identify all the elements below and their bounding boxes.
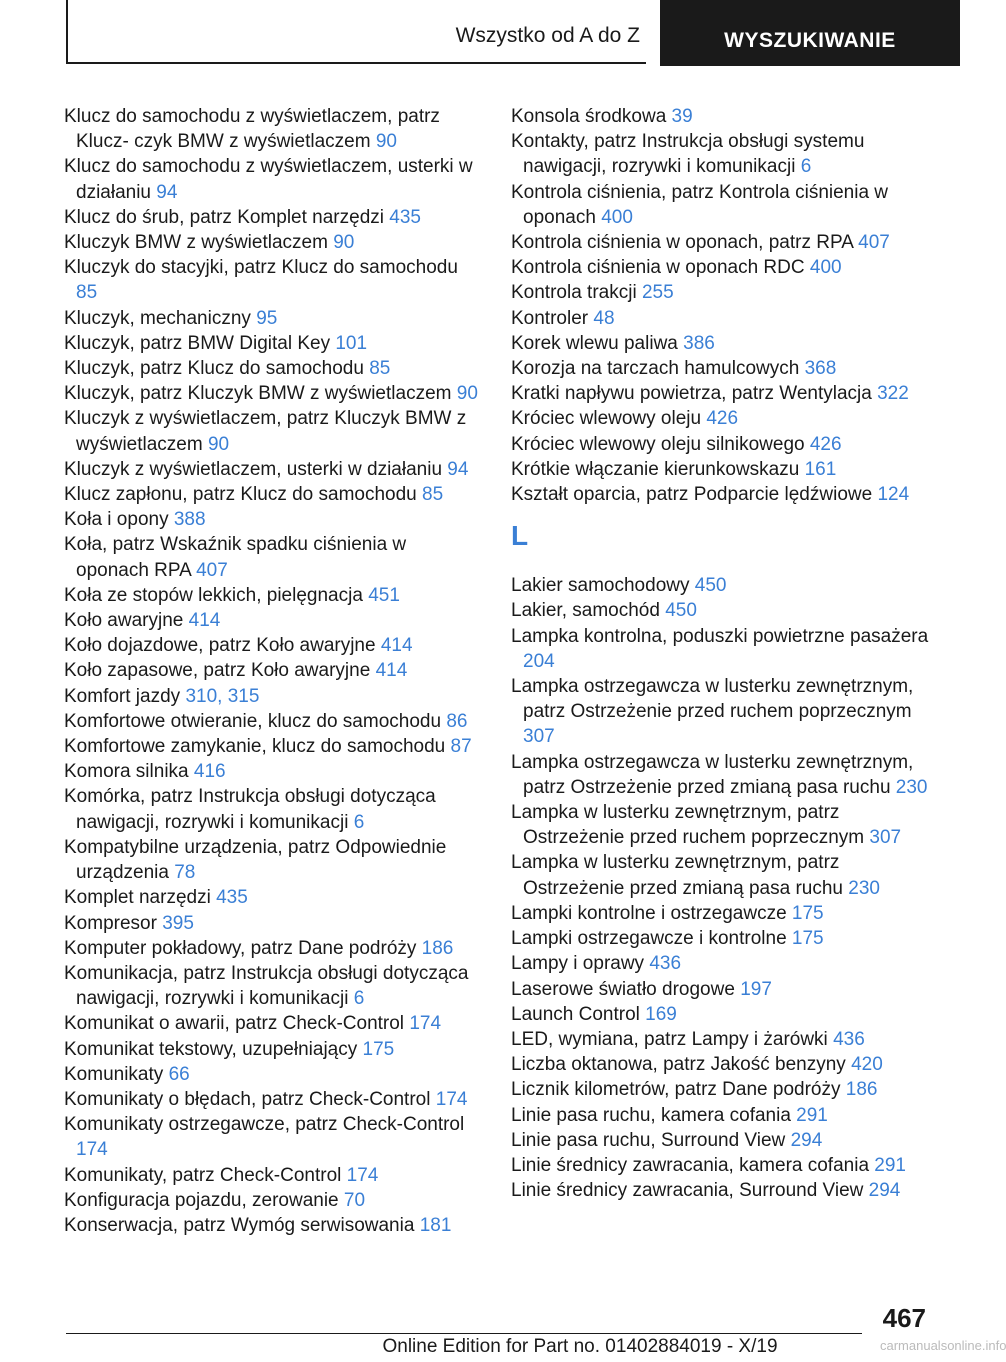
index-entry-text: Koła, patrz Wskaźnik spadku ciśnienia w oponach RPA <box>64 534 407 581</box>
index-entry <box>64 205 484 230</box>
index-entry <box>64 507 484 532</box>
page-link[interactable]: 307 <box>523 726 555 748</box>
footer-edition: Online Edition for Part no. 01402884019 - X/19 <box>382 1336 778 1357</box>
page-link[interactable]: 94 <box>447 458 469 480</box>
index-entry-text: Linie średnicy zawracania, kamera cofania <box>511 1154 870 1176</box>
page-link[interactable]: 414 <box>380 635 413 657</box>
index-entry <box>64 457 484 482</box>
page-link[interactable]: 407 <box>196 559 228 581</box>
page-link[interactable]: 161 <box>804 458 837 480</box>
index-entry <box>64 230 484 255</box>
index-entry <box>64 154 484 204</box>
index-entry-text: Konsola środkowa <box>511 106 667 127</box>
page-link[interactable]: 197 <box>740 978 772 1000</box>
index-entry <box>64 583 484 608</box>
index-entry <box>64 406 484 456</box>
index-entry-text: Kluczyk z wyświetlaczem, patrz Kluczyk BMW z wyświetlaczem <box>64 408 467 455</box>
page-link[interactable]: 368 <box>804 358 837 380</box>
index-entry-text: Kompatybilne urządzenia, patrz Odpowiednie urządzenia <box>64 836 447 884</box>
index-entry <box>511 432 931 457</box>
index-entry <box>511 598 931 623</box>
index-entry <box>64 835 484 885</box>
index-entry-text: Kluczyk z wyświetlaczem, usterki w działaniu <box>64 458 443 480</box>
page-link[interactable]: 414 <box>188 610 221 632</box>
page-link[interactable]: 388 <box>173 509 206 531</box>
page-link[interactable]: 174 <box>346 1164 379 1186</box>
page-link[interactable]: 78 <box>174 862 196 884</box>
index-entry <box>511 180 931 230</box>
page-link[interactable]: 87 <box>450 736 472 758</box>
page-link[interactable]: 435 <box>216 887 248 909</box>
index-entry <box>64 734 484 759</box>
index-entry <box>511 331 931 356</box>
index-entry-text: Komunikaty <box>64 1063 164 1085</box>
page-link[interactable]: 175 <box>791 902 824 924</box>
index-entry <box>511 280 931 305</box>
index-entry-text: Koło awaryjne <box>64 610 184 632</box>
index-entry <box>64 1037 484 1062</box>
page-link[interactable]: 186 <box>421 937 454 959</box>
page-link[interactable]: 6 <box>353 811 365 833</box>
page-link[interactable]: 255 <box>641 282 674 304</box>
index-entry-text: Komunikaty, patrz Check-Control <box>64 1164 342 1186</box>
index-entry-text: Komfortowe zamykanie, klucz do samochodu <box>64 736 446 758</box>
page-link[interactable]: 450 <box>694 575 727 597</box>
page-link[interactable]: 386 <box>683 332 715 354</box>
page-link[interactable]: 451 <box>368 584 400 606</box>
index-entry-text: Koło dojazdowe, patrz Koło awaryjne <box>64 635 376 657</box>
index-entry-text: Komórka, patrz Instrukcja obsługi dotycząca nawigacji, rozrywki i komunikacji <box>64 786 436 833</box>
index-entry <box>64 1163 484 1188</box>
page-link[interactable]: 230 <box>895 776 928 798</box>
page-link[interactable]: 450 <box>665 600 697 622</box>
page-header <box>0 0 960 66</box>
index-group-l <box>511 573 931 1203</box>
index-entry <box>64 306 484 331</box>
index-entry-text: Koła i opony <box>64 509 169 531</box>
index-entry-text: Kluczyk do stacyjki, patrz Klucz do samochodu <box>64 257 458 279</box>
page-link[interactable]: 294 <box>868 1180 901 1202</box>
index-entry-text: Kontroler <box>511 307 589 329</box>
page-link[interactable]: 414 <box>375 660 408 682</box>
index-entry-text: Lakier, samochód <box>511 600 660 622</box>
index-entry-text: Komunikaty o błędach, patrz Check-Control <box>64 1088 431 1110</box>
index-entry <box>511 129 931 179</box>
index-entry <box>64 532 484 582</box>
index-entry <box>511 1128 931 1153</box>
index-entry <box>64 633 484 658</box>
index-entry-text: Kontrola ciśnienia w oponach, patrz RPA <box>511 232 853 254</box>
index-entry-text: Komora silnika <box>64 761 189 783</box>
index-entry <box>64 911 484 936</box>
page-link[interactable]: 407 <box>858 232 890 254</box>
index-entry <box>64 356 484 381</box>
page-link[interactable]: 436 <box>649 953 682 975</box>
index-entry <box>511 1103 931 1128</box>
index-entry-text: Laserowe światło drogowe <box>511 978 735 1000</box>
index-entry-text: Klucz do samochodu z wyświetlaczem, patrz Klucz <box>64 106 440 153</box>
index-entry-text: Linie średnicy zawracania, Surround View <box>511 1180 864 1202</box>
index-entry-text: Kratki napływu powietrza, patrz Wentylacja <box>511 383 872 405</box>
index-entry-text: Krótkie włączanie kierunkowskazu <box>511 458 800 480</box>
index-entry-text: Lampki kontrolne i ostrzegawcze <box>511 902 787 924</box>
index-entry: Klucz do samochodu z wyświetlaczem, patrz Klucz- czyk BMW z wyświetlaczem 90 <box>64 106 440 153</box>
index-entry <box>64 885 484 910</box>
index-entry-text: Kompresor <box>64 912 157 934</box>
index-entry-text: Kształt oparcia, patrz Podparcie lędźwiowe <box>511 484 873 506</box>
page-link[interactable]: 294 <box>790 1129 823 1151</box>
page-number: 467 <box>882 1303 926 1333</box>
index-entry <box>64 684 484 709</box>
index-entry-text: Linie pasa ruchu, Surround View <box>511 1129 786 1151</box>
header-tab-search[interactable]: WYSZUKIWANIE <box>660 0 960 66</box>
page-link[interactable]: 230 <box>848 877 880 899</box>
page-link[interactable]: 90 <box>333 232 355 254</box>
index-entry <box>511 573 931 598</box>
index-entry <box>64 759 484 784</box>
page-link[interactable]: 175 <box>791 928 824 950</box>
page-link[interactable]: 307 <box>869 827 902 849</box>
page-link[interactable]: 90 <box>456 383 478 405</box>
index-entry-text: Komunikat o awarii, patrz Check-Control <box>64 1013 405 1035</box>
page-link[interactable]: 435 <box>389 206 421 228</box>
page-link[interactable]: 436 <box>833 1028 865 1050</box>
index-entry-text: Kontakty, patrz Instrukcja obsługi systemu nawigacji, rozrywki i komunikacji <box>511 131 865 178</box>
index-entry-text: Lampy i oprawy <box>511 953 645 975</box>
index-entry <box>64 1011 484 1036</box>
page-link[interactable]: 6 <box>800 156 812 178</box>
page-link[interactable]: 420 <box>851 1054 883 1076</box>
index-entry-text: Korek wlewu paliwa <box>511 332 678 354</box>
index-entry <box>511 381 931 406</box>
index-entry <box>511 1052 931 1077</box>
index-entry <box>511 624 931 674</box>
index-column-right <box>511 104 931 1203</box>
index-entry-text: Komunikaty ostrzegawcze, patrz Check-Control <box>64 1114 465 1136</box>
page-link[interactable]: 310, 315 <box>185 685 260 707</box>
page-link[interactable]: 124 <box>877 484 910 506</box>
page-link[interactable]: 426 <box>706 408 739 430</box>
index-entry-text: Kontrola ciśnienia, patrz Kontrola ciśnienia w oponach <box>511 181 889 228</box>
page-link[interactable]: 48 <box>593 307 615 329</box>
page-link[interactable]: 70 <box>343 1189 366 1211</box>
index-entry <box>511 901 931 926</box>
page-link[interactable]: 174 <box>409 1013 442 1035</box>
index-entry-text: LED, wymiana, patrz Lampy i żarówki <box>511 1028 828 1050</box>
page-link[interactable]: 416 <box>193 761 226 783</box>
index-entry-text: Kontrola ciśnienia w oponach RDC <box>511 257 805 279</box>
index-entry-text: Koła ze stopów lekkich, pielęgnacja <box>64 584 363 606</box>
index-entry-text: Koło zapasowe, patrz Koło awaryjne <box>64 660 371 682</box>
page-link[interactable]: 85 <box>422 484 444 506</box>
index-entry-text: Króciec wlewowy oleju silnikowego <box>511 433 805 455</box>
header-divider-vertical <box>66 0 68 64</box>
page-link[interactable]: 400 <box>601 206 633 228</box>
section-letter: L <box>511 520 529 552</box>
index-entry-text: Kluczyk BMW z wyświetlaczem <box>64 232 328 254</box>
page-link[interactable]: 90 <box>207 433 230 455</box>
page-link[interactable]: 95 <box>256 307 278 329</box>
index-entry <box>511 255 931 280</box>
index-entry <box>64 1062 484 1087</box>
index-entry <box>511 951 931 976</box>
index-entry-text: Konfiguracja pojazdu, zerowanie <box>64 1189 339 1211</box>
index-entry <box>64 936 484 961</box>
page-link[interactable]: 90 <box>375 131 397 153</box>
index-entry <box>511 800 931 850</box>
index-entry-text: Kluczyk, patrz Kluczyk BMW z wyświetlaczem <box>64 383 452 405</box>
index-entry <box>511 1027 931 1052</box>
index-entry <box>64 1188 484 1213</box>
index-entry-text: Korozja na tarczach hamulcowych <box>511 358 800 380</box>
index-entry-text: Klucz zapłonu, patrz Klucz do samochodu <box>64 484 417 506</box>
index-entry <box>64 709 484 734</box>
index-entry-text: Komputer pokładowy, patrz Dane podróży <box>64 937 417 959</box>
footer-divider <box>66 1333 862 1334</box>
page-link[interactable]: 94 <box>156 181 178 203</box>
page-link[interactable]: 400 <box>809 257 842 279</box>
page-link[interactable]: 174 <box>76 1139 108 1161</box>
index-entry-text: Lampka ostrzegawcza w lusterku zewnętrznym, patrz Ostrzeżenie przed zmianą pasa ruchu <box>511 751 914 798</box>
index-entry-text: Komfort jazdy <box>64 685 181 707</box>
index-entry-text: Lampka w lusterku zewnętrznym, patrz Ostrzeżenie przed ruchem poprzecznym <box>511 802 865 849</box>
page-link[interactable]: 174 <box>435 1088 468 1110</box>
index-entry <box>511 306 931 331</box>
page-link[interactable]: 395 <box>162 912 194 934</box>
index-entry-text: Klucz do samochodu z wyświetlaczem, usterki w działaniu <box>64 156 473 203</box>
index-entry <box>511 850 931 900</box>
page-link[interactable]: 322 <box>877 383 909 405</box>
index-entry-text: Lampki ostrzegawcze i kontrolne <box>511 928 787 950</box>
page-link[interactable]: 85 <box>369 358 391 380</box>
index-entry-text: Lampka kontrolna, poduszki powietrzne pasażera <box>511 625 929 647</box>
index-entry <box>511 1153 931 1178</box>
page-link[interactable]: 204 <box>523 650 555 672</box>
index-entry <box>511 482 931 507</box>
index-entry <box>64 1112 484 1162</box>
page-link[interactable]: 169 <box>645 1003 677 1025</box>
header-divider-horizontal <box>66 62 646 64</box>
page-link[interactable]: 426 <box>809 433 842 455</box>
index-entry-text: Lampka ostrzegawcza w lusterku zewnętrznym, patrz Ostrzeżenie przed ruchem poprzecznym <box>511 676 914 723</box>
page-link[interactable]: 175 <box>362 1038 395 1060</box>
index-entry <box>511 1002 931 1027</box>
index-entry-text: Liczba oktanowa, patrz Jakość benzyny <box>511 1054 846 1076</box>
index-entry-text: czyk BMW z wyświetlaczem <box>134 131 371 153</box>
header-tab-a-to-z[interactable]: Wszystko od A do Z <box>455 24 640 47</box>
index-entry-text: Króciec wlewowy oleju <box>511 408 702 430</box>
index-entry <box>511 926 931 951</box>
page-link[interactable]: 181 <box>419 1214 452 1236</box>
index-entry-text: Launch Control <box>511 1003 640 1025</box>
index-entry-text: Komfortowe otwieranie, klucz do samochodu <box>64 710 442 732</box>
index-entry-text: Licznik kilometrów, patrz Dane podróży <box>511 1079 841 1101</box>
index-entry <box>64 381 484 406</box>
index-entry-text: Komplet narzędzi <box>64 887 211 909</box>
page-link[interactable]: 85 <box>76 282 98 304</box>
page-link[interactable]: 39 <box>671 106 693 127</box>
index-entry <box>64 608 484 633</box>
page-link[interactable]: 291 <box>796 1104 828 1126</box>
index-entry-text: Lampka w lusterku zewnętrznym, patrz Ostrzeżenie przed zmianą pasa ruchu <box>511 852 843 899</box>
page-link[interactable]: 291 <box>874 1154 906 1176</box>
index-entry <box>64 658 484 683</box>
index-group-k <box>511 104 931 507</box>
index-entry <box>64 331 484 356</box>
index-column-left <box>64 104 484 1238</box>
page-link[interactable]: 101 <box>335 332 368 354</box>
index-entry <box>511 406 931 431</box>
index-entry <box>64 255 484 305</box>
index-entry-text: Komunikacja, patrz Instrukcja obsługi dotycząca nawigacji, rozrywki i komunikacji <box>64 962 469 1010</box>
page-link[interactable]: 186 <box>845 1079 878 1101</box>
index-entry-text: Linie pasa ruchu, kamera cofania <box>511 1104 791 1126</box>
index-entry-text: Kluczyk, patrz BMW Digital Key <box>64 332 331 354</box>
index-entry <box>511 1178 931 1203</box>
index-entry <box>511 457 931 482</box>
index-entry <box>511 230 931 255</box>
index-entry <box>511 674 931 750</box>
index-entry <box>64 1213 484 1238</box>
index-entry <box>64 482 484 507</box>
index-entry <box>511 104 931 129</box>
index-entry-text: Klucz do śrub, patrz Komplet narzędzi <box>64 206 384 228</box>
index-entry <box>64 784 484 834</box>
index-entry <box>64 961 484 1011</box>
index-entry-text: Komunikat tekstowy, uzupełniający <box>64 1038 358 1060</box>
page-link[interactable]: 86 <box>446 710 468 732</box>
index-entry <box>511 356 931 381</box>
page-link[interactable]: 6 <box>353 988 365 1010</box>
index-entry-text: Kontrola trakcji <box>511 282 637 304</box>
index-entry-text: Kluczyk, mechaniczny <box>64 307 251 329</box>
index-entry-text: Lakier samochodowy <box>511 575 690 597</box>
page-link[interactable]: 66 <box>168 1063 190 1085</box>
index-entry <box>511 1077 931 1102</box>
index-entry-text: Konserwacja, patrz Wymóg serwisowania <box>64 1214 415 1236</box>
index-entry-text: Kluczyk, patrz Klucz do samochodu <box>64 358 364 380</box>
index-entry <box>511 750 931 800</box>
index-entry <box>511 977 931 1002</box>
index-entry <box>64 1087 484 1112</box>
watermark: carmanualsonline.info <box>880 1338 1006 1353</box>
